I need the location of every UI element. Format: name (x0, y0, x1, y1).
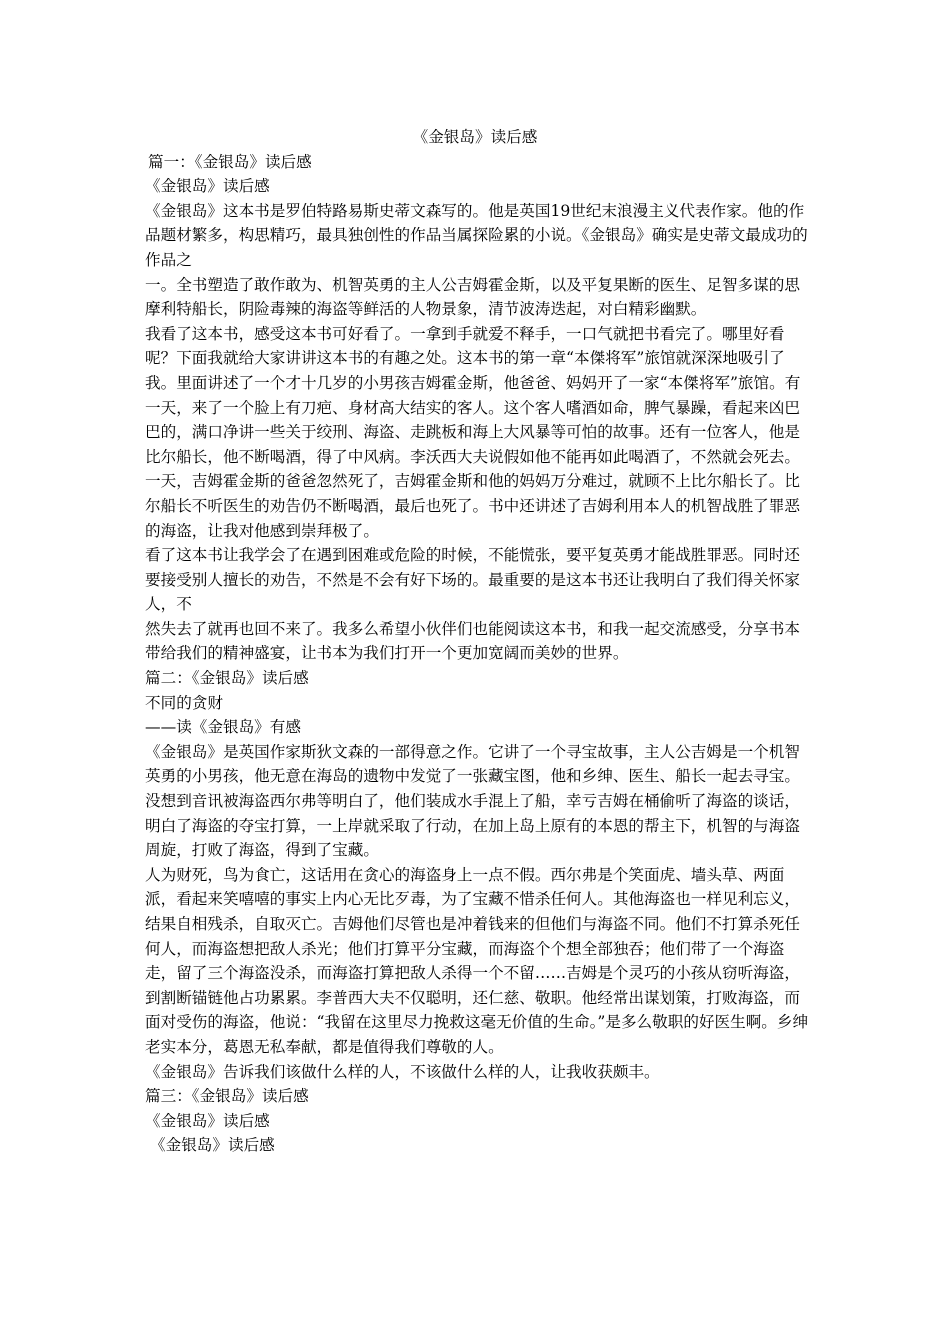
subheading: ——读《金银岛》有感 (145, 718, 301, 737)
paragraph: 人为财死，鸟为食亡，这话用在贪心的海盗身上一点不假。西尔弗是个笑面虎、墙头草、两面派，看起来笑嘻嘻的事实上内心无比歹毒，为了宝藏不惜杀任何人。其他海盗也一样见利忘义，结果自相残杀，自取灭亡。吉姆他们尽管也是冲着钱来的但他们与海盗不同。他们不打算杀死任何人，而海盗想把敌人杀光；他们打算平分宝藏，而海盗个个想全部独吞；他们带了一个海盗走，留了三个海盗没杀，而海盗打算把敌人杀得一个不留……吉姆是个灵巧的小孩从窃听海盗，到割断锚链他占功累累。李普西大夫不仅聪明，还仁慈、敬职。他经常出谋划策，打败海盗，而面对受伤的海盗，他说：“我留在这里尽力挽救这毫无价值的生命。”是多么敬职的好医生啊。乡绅老实本分，葛恩无私奉献，都是值得我们尊敬的人。 (145, 865, 809, 1056)
section-heading-3: 篇三：《金银岛》读后感 (145, 1087, 309, 1106)
subheading: 《金银岛》读后感 (145, 177, 270, 196)
document-page (145, 125, 815, 1158)
subheading: 《金银岛》读后感 (150, 1136, 275, 1155)
section-heading-1: 篇一：《金银岛》读后感 (148, 152, 312, 171)
paragraph: 《金银岛》是英国作家斯狄文森的一部得意之作。它讲了一个寻宝故事，主人公吉姆是一个机智英勇的小男孩，他无意在海岛的遗物中发觉了一张藏宝图，他和乡绅、医生、船长一起去寻宝。没想到音讯被海盗西尔弗等明白了，他们装成水手混上了船，幸亏吉姆在桶偷听了海盗的谈话，明白了海盗的夺宝打算，一上岸就采取了行动，在加上岛上原有的本恩的帮主下，机智的与海盗周旋，打败了海盗，得到了宝藏。 (145, 742, 800, 860)
section-heading-2: 篇二：《金银岛》读后感 (145, 669, 309, 688)
paragraph: 一。全书塑造了敢作敢为、机智英勇的主人公吉姆霍金斯，以及平复果断的医生、足智多谋的思摩利特船长，阴险毒辣的海盗等鲜活的人物景象，清节波涛迭起，对白精彩幽默。 (145, 275, 800, 319)
paragraph: 《金银岛》告诉我们该做什么样的人，不该做什么样的人，让我收获颇丰。 (145, 1062, 660, 1081)
subheading: 不同的贪财 (145, 693, 223, 712)
paragraph: 看了这本书让我学会了在遇到困难或危险的时候，不能慌张，要平复英勇才能战胜罪恶。同时还要接受别人擅长的劝告，不然是不会有好下场的。最重要的是这本书还让我明白了我们得关怀家人，不 (145, 546, 800, 614)
document-title: 《金银岛》读后感 (412, 128, 538, 146)
paragraph: 然失去了就再也回不来了。我多么希望小伙伴们也能阅读这本书，和我一起交流感受，分享书本带给我们的精神盛宴，让书本为我们打开一个更加宽阔而美妙的世界。 (145, 619, 800, 663)
paragraph: 《金银岛》这本书是罗伯特路易斯史蒂文森写的。他是英国19世纪末浪漫主义代表作家。他的作品题材繁多，构思精巧，最具独创性的作品当属探险累的小说。《金银岛》确实是史蒂文最成功的作品之 (145, 201, 808, 269)
paragraph: 我看了这本书，感受这本书可好看了。一拿到手就爱不释手，一口气就把书看完了。哪里好看呢？下面我就给大家讲讲这本书的有趣之处。这本书的第一章“本傑将军”旅馆就深深地吸引了我。里面讲述了一个才十几岁的小男孩吉姆霍金斯，他爸爸、妈妈开了一家“本傑将军”旅馆。有一天，来了一个脸上有刀疤、身材高大结实的客人。这个客人嗜酒如命，脾气暴躁，看起来凶巴巴的，满口净讲一些关于绞刑、海盗、走跳板和海上大风暴等可怕的故事。还有一位客人，他是比尔船长，他不断喝酒，得了中风病。李沃西大夫说假如他不能再如此喝酒了，不然就会死去。一天，吉姆霍金斯的爸爸忽然死了，吉姆霍金斯和他的妈妈万分难过，就顾不上比尔船长了。比尔船长不听医生的劝告仍不断喝酒，最后也死了。书中还讲述了吉姆利用本人的机智战胜了罪恶的海盗，让我对他感到崇拜极了。 (145, 324, 801, 540)
subheading: 《金银岛》读后感 (145, 1111, 270, 1130)
